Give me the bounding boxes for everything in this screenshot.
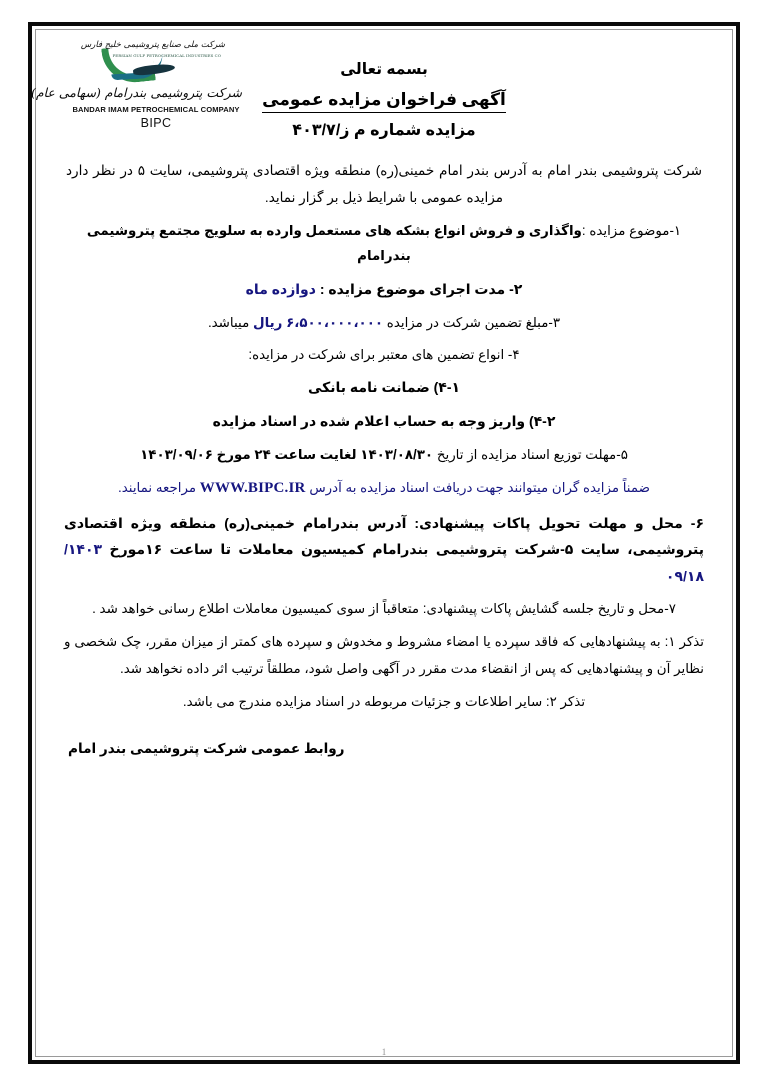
item-7: ۷-محل و تاریخ جلسه گشایش پاکات پیشنهادی: متعاقباً از سوی کمیسیون معاملات اطلاع رسانی خواهد شد . [92, 601, 676, 617]
logo-parent-company-latin: PERSIAN GULF PETROCHEMICAL INDUSTRIES CO [112, 53, 221, 58]
bipc-website-link[interactable]: WWW.BIPC.IR [199, 480, 306, 497]
logo-company-name-fa: شرکت پتروشیمی بندرامام (سهامی عام) [30, 85, 242, 100]
auction-number: مزایده شماره م ز/۴۰۳/۷ [292, 122, 476, 139]
basmala-text: بسمه تعالی [340, 61, 428, 78]
signature-line: روابط عمومی شرکت پتروشیمی بندر امام [68, 741, 345, 757]
document-header [30, 34, 704, 146]
note-1: تذکر ۱: به پیشنهادهایی که فاقد سپرده یا امضاء مشروط و مخدوش و سپرده های کمتر از میزان مقرر، چک شخصی و نظایر آن و پیشنهادهایی که پس از انقضاء مدت مقرر در آگهی واصل شود، مطلقاً ترتیب اثر داده نخواهد شد. [64, 633, 705, 676]
logo-swoosh-icon [81, 38, 231, 84]
logo-parent-company-script: شركت ملى صنايع پتروشيمى خليج فارس [80, 40, 225, 50]
website-note-suffix: مراجعه نمایند. [118, 480, 200, 496]
item-4-1: ۴-۱) ضمانت نامه بانکی [307, 379, 461, 396]
item-6 [64, 510, 704, 590]
item-4: ۴- انواع تضمین های معتبر برای شرکت در مزایده: [248, 347, 520, 362]
item-5 [64, 442, 704, 467]
item-2 [64, 276, 704, 303]
item-4-2: ۴-۲) واریز وجه به حساب اعلام شده در اسناد مزایده [212, 413, 556, 430]
item-5-date-to: ۱۴۰۳/۰۹/۰۶ [140, 446, 213, 462]
item-3-suffix: میباشد. [207, 314, 253, 330]
item-3 [64, 310, 704, 335]
document-content [30, 34, 722, 757]
item-3-prefix: ۳-مبلغ تضمین شرکت در مزایده [383, 314, 561, 330]
logo-company-name-en: BANDAR IMAM PETROCHEMICAL COMPANY [72, 105, 240, 114]
item-6-date: ۱۴۰۳/ ۰۹/۱۸ [64, 541, 704, 584]
item-3-amount: ۶،۵۰۰،۰۰۰،۰۰۰ ریال [252, 314, 384, 330]
page-number: 1 [381, 1047, 387, 1057]
note-2: تذکر ۲: سایر اطلاعات و جزئیات مربوطه در اسناد مزایده مندرج می باشد. [182, 693, 586, 709]
item-5-website-note [64, 474, 704, 503]
item-5-prefix: ۵-مهلت توزیع اسناد مزایده از تاریخ [433, 446, 628, 462]
item-6-text: ۶- محل و مهلت تحویل پاکات پیشنهادی: آدرس بندرامام خمینی(ره) منطقه ویژه اقتصادی پتروشیمی، سایت ۵-شرکت پتروشیمی بندرامام کمیسیون معاملات تا ساعت ۱۶مورخ [64, 514, 704, 558]
website-note-prefix: ضمناً مزایده گران میتوانند جهت دریافت اسناد مزایده به آدرس [305, 480, 650, 496]
item-5-date-from: ۱۴۰۳/۰۸/۳۰ [360, 446, 434, 462]
item-1-value: واگذاری و فروش انواع بشکه های مستعمل وارده به سلویج مجتمع پتروشیمی بندرامام [86, 223, 582, 264]
item-2-value: دوازده ماه [245, 280, 316, 297]
logo-company-abbreviation: BIPC [140, 116, 172, 130]
company-logo [30, 38, 242, 130]
item-2-label: ۲- مدت اجرای موضوع مزایده : [315, 280, 523, 297]
item-5-mid: لغایت ساعت ۲۴ مورخ [212, 446, 361, 462]
item-1 [64, 218, 704, 269]
intro-paragraph: شرکت پتروشیمی بندر امام به آدرس بندر امام خمینی(ره) منطقه ویژه اقتصادی پتروشیمی، سایت ۵ در نظر دارد مزایده عمومی با شرایط ذیل بر گزار نماید. [66, 163, 702, 205]
page-title-underlined: آگهی فراخوان مزایده عمومی [262, 90, 506, 113]
item-1-label: ۱-موضوع مزایده : [581, 223, 682, 238]
